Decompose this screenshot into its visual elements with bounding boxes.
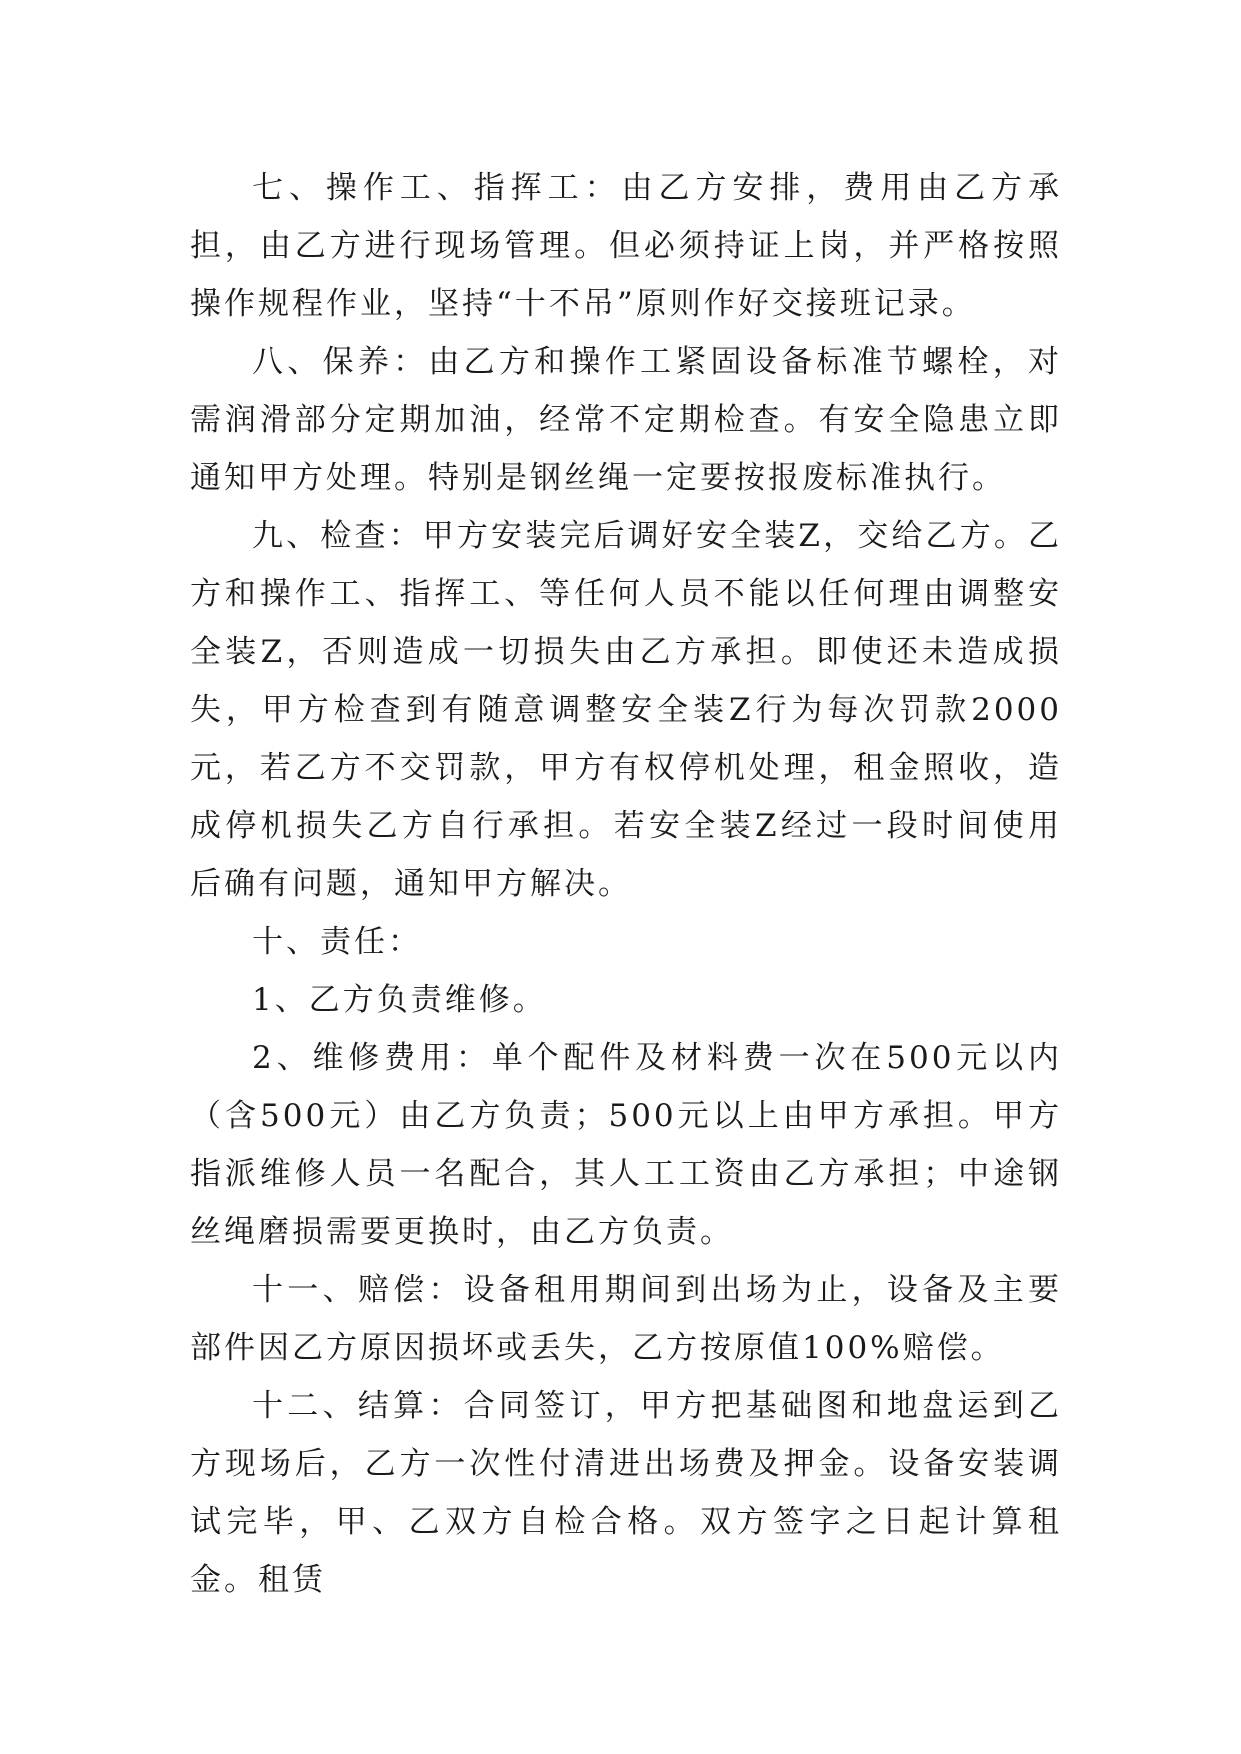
document-page [190, 159, 1062, 1609]
clause-responsibility-heading: 十、责任： [252, 924, 422, 960]
clause-settlement: 十二、结算：合同签订，甲方把基础图和地盘运到乙方现场后，乙方一次性付清进出场费及押金。设备安装调试完毕，甲、乙双方自检合格。双方签字之日起计算租金。租赁 [190, 1388, 1062, 1598]
clause-maintenance: 八、保养：由乙方和操作工紧固设备标准节螺栓，对需润滑部分定期加油，经常不定期检查。有安全隐患立即通知甲方处理。特别是钢丝绳一定要按报废标准执行。 [190, 344, 1062, 496]
clause-compensation: 十一、赔偿：设备租用期间到出场为止，设备及主要部件因乙方原因损坏或丢失，乙方按原值100%赔偿。 [190, 1272, 1062, 1366]
responsibility-item-2: 2、维修费用：单个配件及材料费一次在500元以内（含500元）由乙方负责；500元以上由甲方承担。甲方指派维修人员一名配合，其人工工资由乙方承担；中途钢丝绳磨损需要更换时，由乙方负责。 [190, 1040, 1062, 1250]
clause-inspection: 九、检查：甲方安装完后调好安全装Z，交给乙方。乙方和操作工、指挥工、等任何人员不能以任何理由调整安全装Z，否则造成一切损失由乙方承担。即使还未造成损失，甲方检查到有随意调整安全装Z行为每次罚款2000元，若乙方不交罚款，甲方有权停机处理，租金照收，造成停机损失乙方自行承担。若安全装Z经过一段时间使用后确有问题，通知甲方解决。 [190, 518, 1062, 902]
clause-operators: 七、操作工、指挥工：由乙方安排，费用由乙方承担，由乙方进行现场管理。但必须持证上岗，并严格按照操作规程作业，坚持“十不吊”原则作好交接班记录。 [190, 170, 1062, 322]
responsibility-item-1: 1、乙方负责维修。 [252, 982, 547, 1018]
